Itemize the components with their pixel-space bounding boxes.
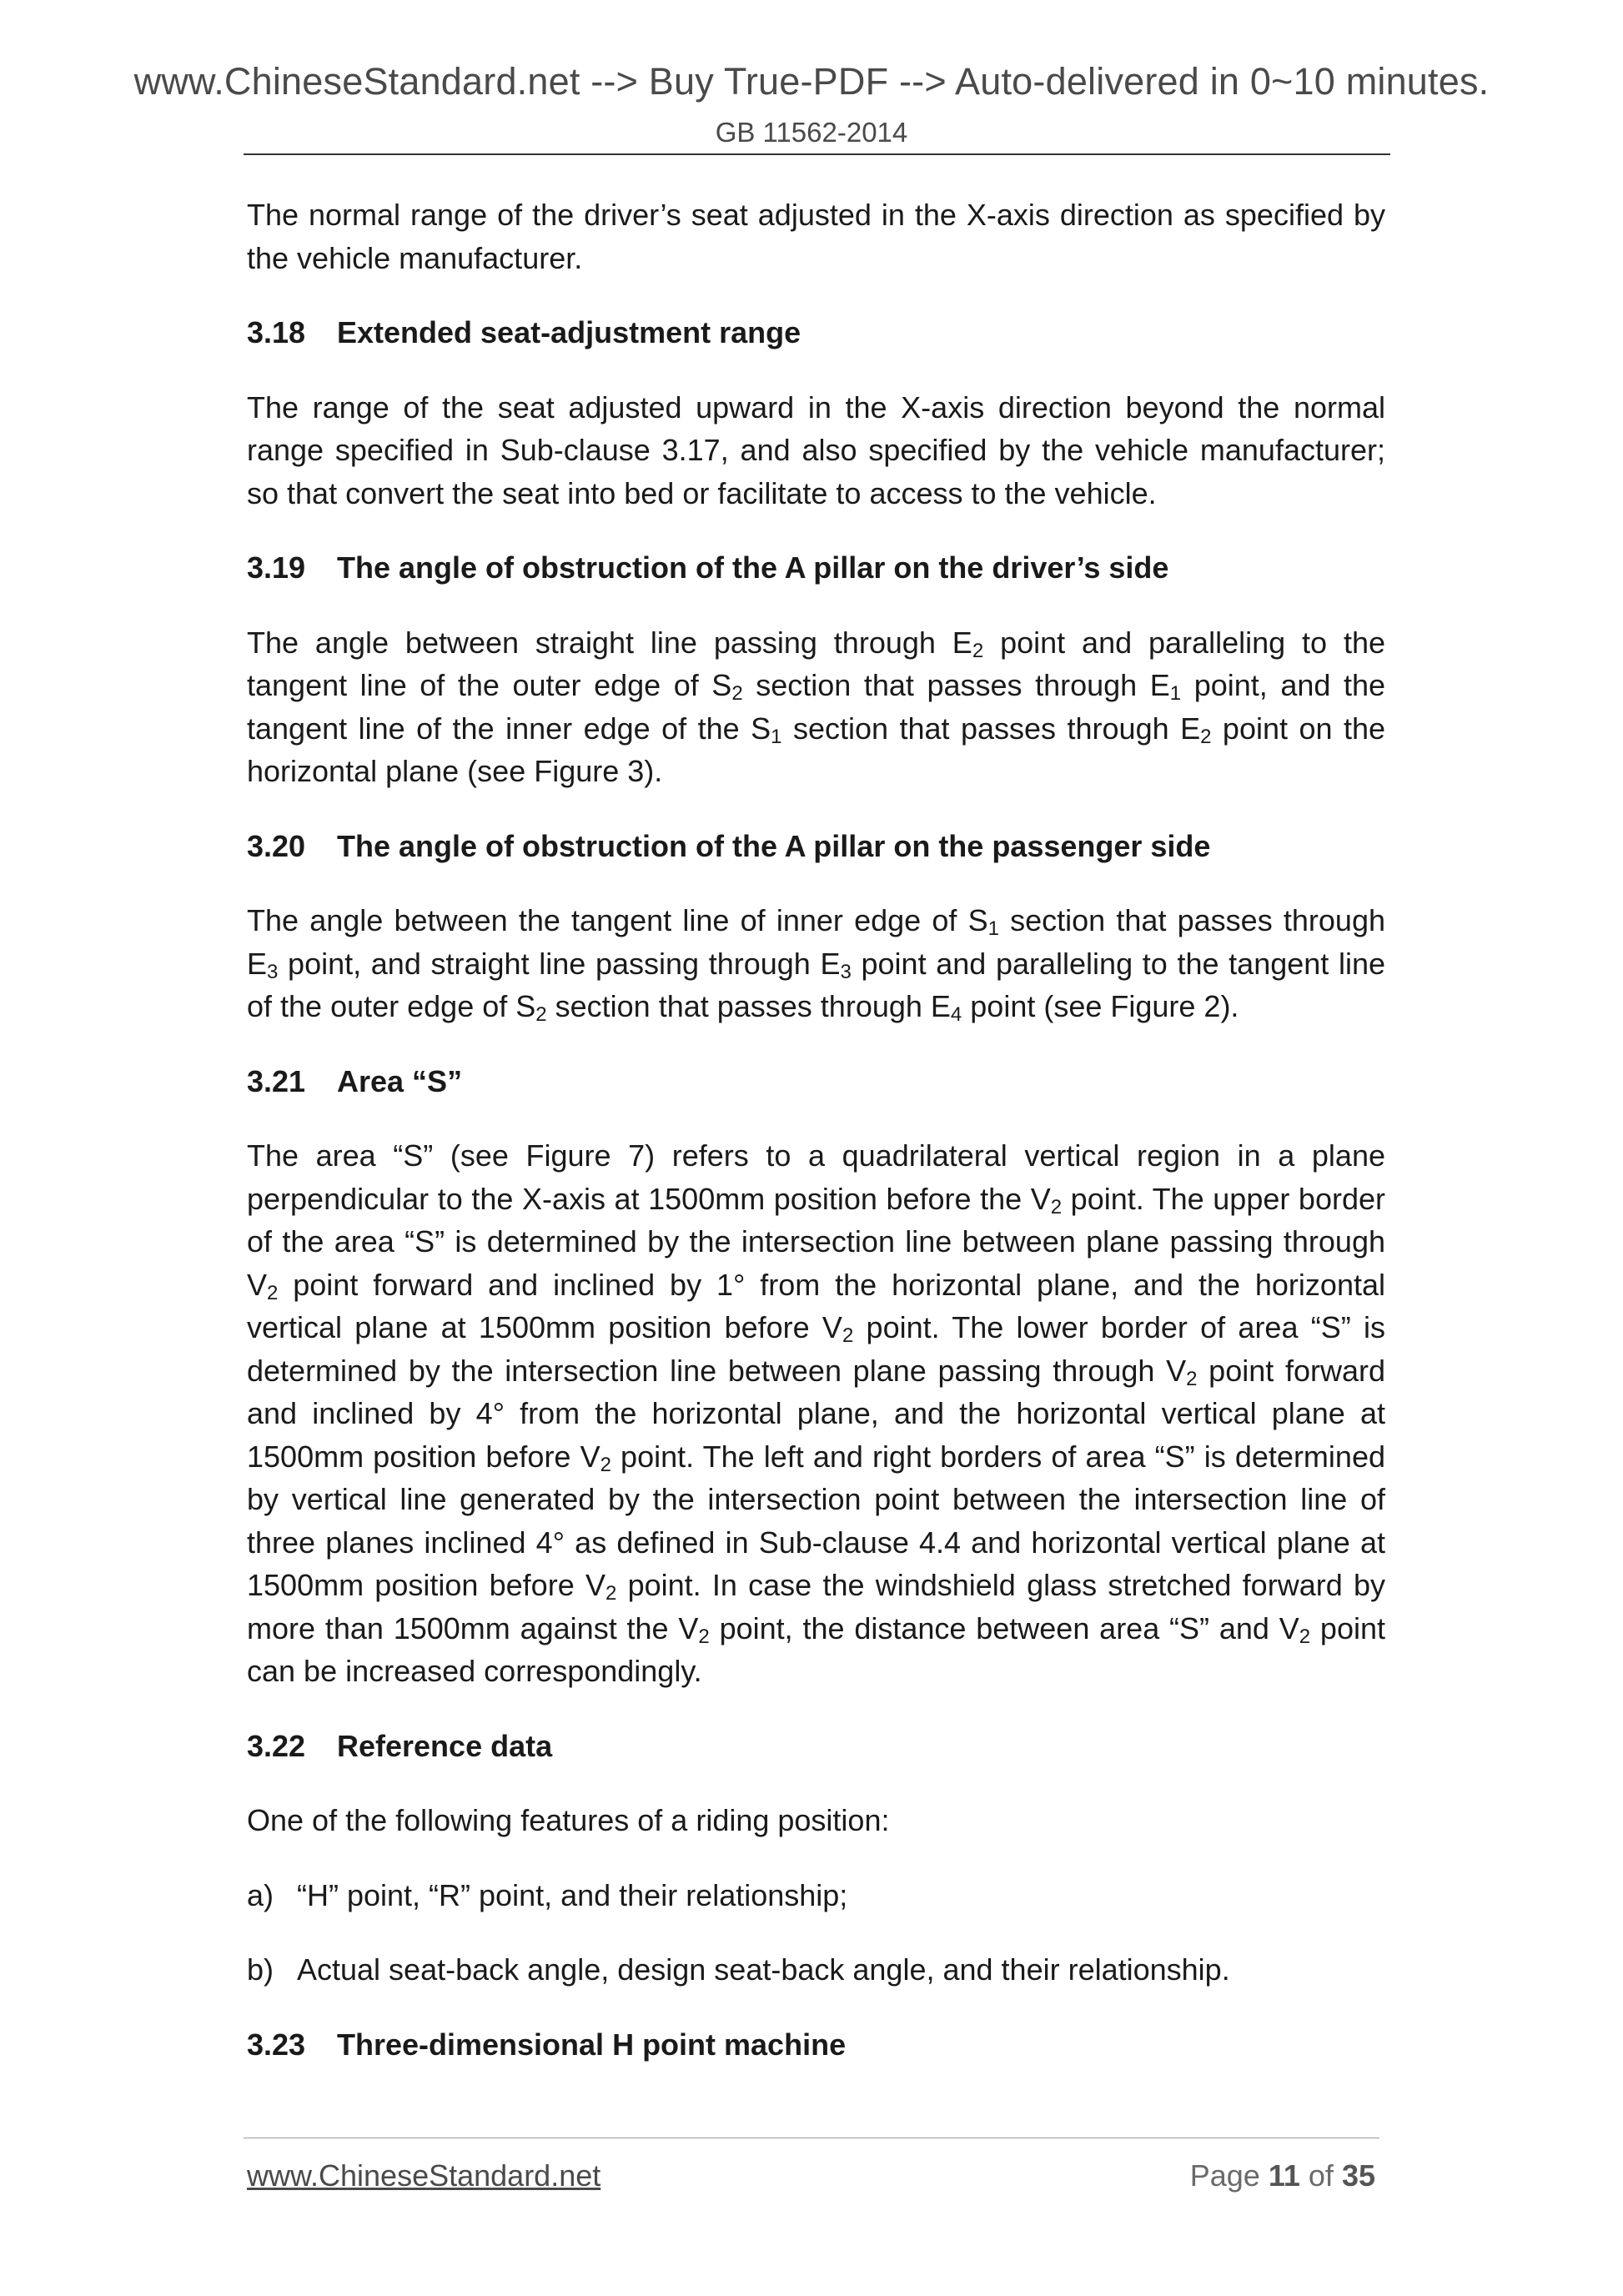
section-title: Area “S” [337,1063,463,1098]
footer-website-link[interactable]: www.ChineseStandard.net [247,2158,601,2193]
section-number: 3.18 [247,315,306,349]
section-number: 3.23 [247,2027,306,2062]
list-marker: b) [247,1952,274,1987]
page-of: of [1308,2158,1334,2193]
section-number: 3.21 [247,1063,306,1098]
page-prefix: Page [1189,2158,1260,2193]
section-heading-3-21 [247,1060,1385,1103]
page-indicator [1190,2158,1375,2193]
section-title: Reference data [337,1728,553,1763]
section-title: Three-dimensional H point machine [337,2027,847,2062]
intro-paragraph: The normal range of the driver’s seat adjusted in the X-axis direction as specified by the vehicle manufacturer. [247,198,1385,275]
section-heading-3-22 [247,1725,1385,1768]
section-text-3-21: The area “S” (see Figure 7) refers to a quadrilateral vertical region in a plane perpendicular to the X-axis at 1500mm position before the $V_2$ point. The upper border of the area “S” is determined by the intersection line between plane passing through $V_2$ point forward and inclined by 1° from the horizontal plane, and the horizontal vertical plane at 1500mm position before $V_2$ point. The lower border of area “S” is determined by the intersection line between plane passing through $V_2$ point forward and inclined by 4° from the horizontal plane, and the horizontal vertical plane at 1500mm position before $V_2$ point. The left and right borders of area “S” is determined by vertical line generated by the intersection point between the intersection line of three planes inclined 4° as defined in Sub-clause 4.4 and horizontal vertical plane at 1500mm position before $V_2$ point. In case the windshield glass stretched forward by more than 1500mm against the $V_2$ point, the distance between area “S” and $V_2$ point can be increased correspondingly. [247,1138,1385,1688]
page-total: 35 [1341,2158,1375,2193]
section-title: The angle of obstruction of the A pillar on the driver’s side [337,550,1169,585]
section-title: The angle of obstruction of the A pillar on the passenger side [337,828,1211,863]
section-heading-3-20 [247,825,1385,868]
list-item [247,1874,1385,1917]
list-item-text: “H” point, “R” point, and their relationship; [297,1877,848,1912]
section-heading-3-23 [247,2023,1385,2067]
section-text-3-22: One of the following features of a riding position: [247,1803,890,1837]
section-text-3-18: The range of the seat adjusted upward in the X-axis direction beyond the normal range specified in Sub-clause 3.17, and also specified by the vehicle manufacturer; so that convert the seat into bed or facilitate to access to the vehicle. [247,389,1385,510]
page-number: 11 [1268,2158,1300,2193]
section-heading-3-18 [247,311,1385,354]
section-heading-3-19 [247,546,1385,590]
section-title: Extended seat-adjustment range [337,315,801,349]
header-banner: www.ChineseStandard.net --> Buy True-PDF --> Auto-delivered in 0~10 minutes. [133,60,1490,103]
section-text-3-19: The angle between straight line passing through $E_2$ point and paralleling to the tangent line of the outer edge of $S_2$ section that passes through $E_1$ point, and the tangent line of the inner edge of the $S_1$ section that passes through $E_2$ point on the horizontal plane (see Figure 3). [247,625,1386,788]
section-number: 3.22 [247,1728,306,1763]
section-number: 3.20 [247,828,306,863]
document-body [247,193,1385,2098]
header-divider [244,153,1390,155]
section-number: 3.19 [247,550,306,585]
list-item [247,1948,1385,1992]
standard-number: GB 11562-2014 [715,117,908,148]
list-marker: a) [247,1877,274,1912]
list-item-text: Actual seat-back angle, design seat-back angle, and their relationship. [297,1952,1230,1987]
section-text-3-20: The angle between the tangent line of inner edge of $S_1$ section that passes through $E_3$ point, and straight line passing through $E_3$ point and paralleling to the tangent line of the outer edge of $S_2$ section that passes through $E_4$ point (see Figure 2). [247,903,1385,1026]
